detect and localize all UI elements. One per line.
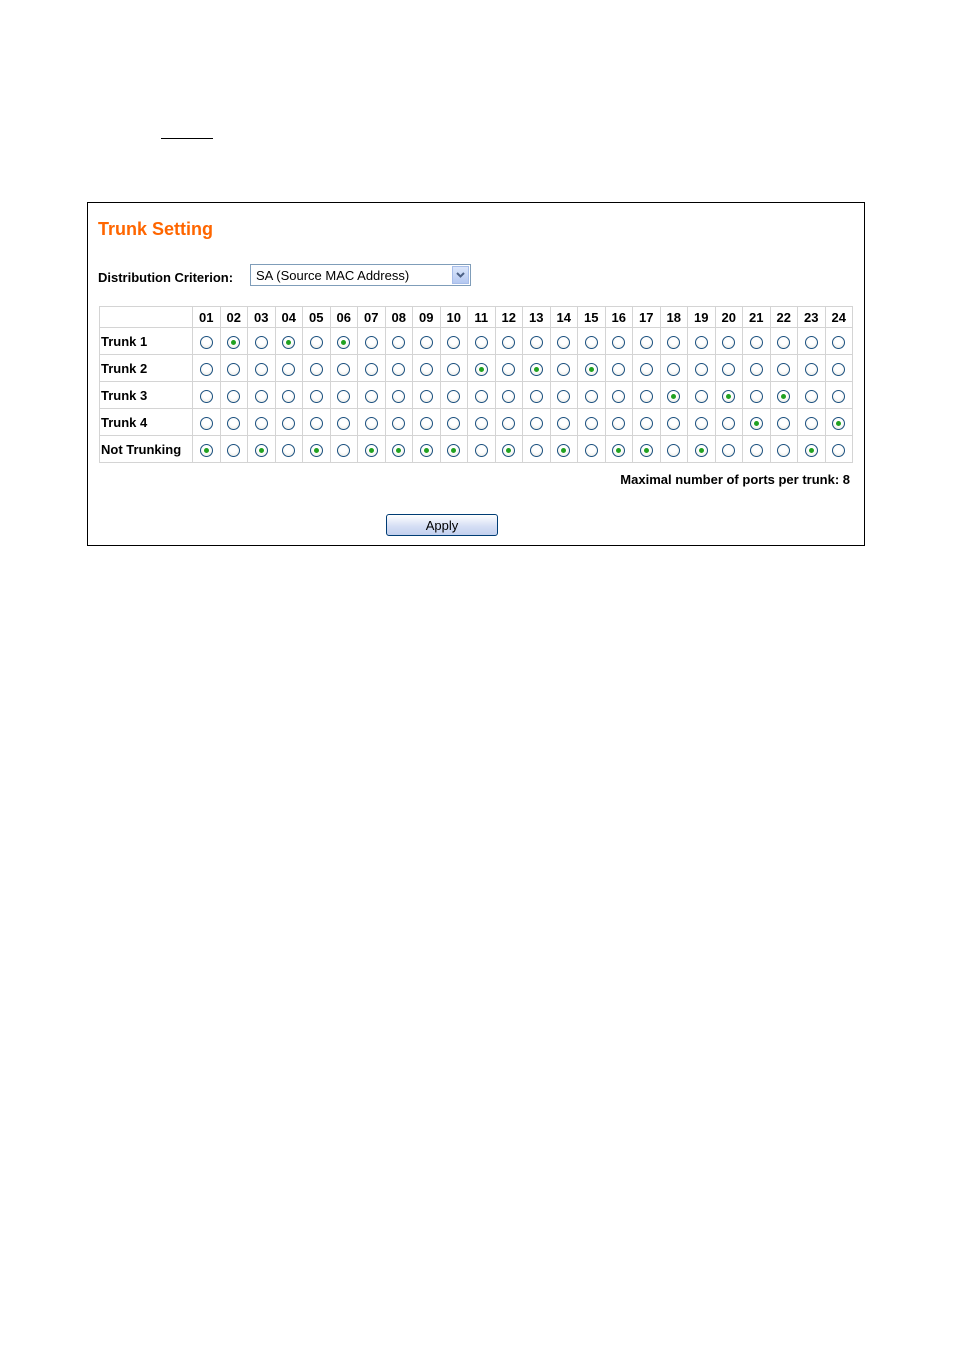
radio-cell [276, 409, 303, 435]
port-header-06: 06 [331, 307, 358, 327]
table-row [100, 328, 852, 354]
radio-cell [661, 409, 688, 435]
row-label: Trunk 4 [100, 409, 192, 435]
port-radio-19[interactable] [695, 363, 708, 376]
radio-cell [771, 328, 798, 354]
port-radio-06[interactable] [337, 336, 350, 349]
port-radio-04[interactable] [282, 336, 295, 349]
port-header-24: 24 [826, 307, 853, 327]
port-header-14: 14 [551, 307, 578, 327]
radio-cell [496, 355, 523, 381]
radio-cell [551, 328, 578, 354]
distribution-criterion-label: Distribution Criterion: [98, 270, 234, 285]
port-radio-23[interactable] [805, 417, 818, 430]
radio-cell [441, 409, 468, 435]
port-radio-21[interactable] [750, 390, 763, 403]
port-radio-04[interactable] [282, 363, 295, 376]
radio-cell [496, 409, 523, 435]
port-header-02: 02 [221, 307, 248, 327]
port-radio-18[interactable] [667, 444, 680, 457]
radio-cell [688, 328, 715, 354]
radio-cell [221, 355, 248, 381]
port-radio-19[interactable] [695, 444, 708, 457]
radio-cell [578, 355, 605, 381]
radio-cell [716, 436, 743, 462]
port-radio-07[interactable] [365, 444, 378, 457]
radio-cell [826, 355, 853, 381]
port-radio-14[interactable] [557, 363, 570, 376]
port-radio-02[interactable] [227, 336, 240, 349]
port-header-04: 04 [276, 307, 303, 327]
port-radio-04[interactable] [282, 390, 295, 403]
port-radio-09[interactable] [420, 336, 433, 349]
port-header-03: 03 [248, 307, 275, 327]
trunk-port-table [99, 306, 853, 463]
radio-cell [276, 436, 303, 462]
radio-cell [468, 409, 495, 435]
port-radio-12[interactable] [502, 417, 515, 430]
port-radio-01[interactable] [200, 336, 213, 349]
port-radio-11[interactable] [475, 390, 488, 403]
port-radio-16[interactable] [612, 336, 625, 349]
radio-cell [276, 328, 303, 354]
radio-cell [633, 328, 660, 354]
table-row [100, 436, 852, 462]
port-radio-24[interactable] [832, 336, 845, 349]
port-radio-13[interactable] [530, 336, 543, 349]
radio-cell [523, 382, 550, 408]
radio-cell [358, 409, 385, 435]
radio-cell [826, 436, 853, 462]
port-radio-01[interactable] [200, 444, 213, 457]
radio-cell [468, 355, 495, 381]
radio-cell [221, 409, 248, 435]
radio-cell [331, 409, 358, 435]
port-header-23: 23 [798, 307, 825, 327]
port-header-21: 21 [743, 307, 770, 327]
port-header-22: 22 [771, 307, 798, 327]
port-header-20: 20 [716, 307, 743, 327]
port-radio-10[interactable] [447, 336, 460, 349]
port-radio-23[interactable] [805, 363, 818, 376]
radio-cell [523, 409, 550, 435]
port-header-10: 10 [441, 307, 468, 327]
radio-cell [386, 382, 413, 408]
radio-cell [413, 409, 440, 435]
radio-cell [661, 436, 688, 462]
port-header-11: 11 [468, 307, 495, 327]
radio-cell [413, 328, 440, 354]
table-row [100, 409, 852, 435]
radio-cell [798, 409, 825, 435]
radio-cell [743, 355, 770, 381]
row-label: Trunk 3 [100, 382, 192, 408]
apply-button[interactable]: Apply [386, 514, 498, 536]
radio-cell [578, 409, 605, 435]
radio-cell [248, 409, 275, 435]
port-radio-02[interactable] [227, 363, 240, 376]
radio-cell [303, 328, 330, 354]
port-header-row [100, 307, 852, 327]
radio-cell [578, 382, 605, 408]
distribution-criterion-value: SA (Source MAC Address) [256, 268, 410, 283]
port-radio-22[interactable] [777, 390, 790, 403]
port-header-17: 17 [633, 307, 660, 327]
port-radio-02[interactable] [227, 390, 240, 403]
radio-cell [193, 436, 220, 462]
port-radio-18[interactable] [667, 363, 680, 376]
radio-cell [468, 382, 495, 408]
corner-cell [100, 307, 192, 327]
radio-cell [303, 436, 330, 462]
radio-cell [743, 409, 770, 435]
port-header-05: 05 [303, 307, 330, 327]
radio-cell [386, 436, 413, 462]
radio-cell [633, 382, 660, 408]
radio-cell [496, 328, 523, 354]
port-radio-07[interactable] [365, 363, 378, 376]
port-radio-23[interactable] [805, 390, 818, 403]
port-radio-03[interactable] [255, 363, 268, 376]
port-header-18: 18 [661, 307, 688, 327]
port-radio-08[interactable] [392, 444, 405, 457]
table-row [100, 382, 852, 408]
radio-cell [193, 328, 220, 354]
port-radio-22[interactable] [777, 444, 790, 457]
page-title: Trunk Setting [98, 219, 214, 239]
port-radio-05[interactable] [310, 417, 323, 430]
port-radio-15[interactable] [585, 336, 598, 349]
port-radio-06[interactable] [337, 417, 350, 430]
port-radio-23[interactable] [805, 336, 818, 349]
port-radio-05[interactable] [310, 444, 323, 457]
radio-cell [771, 382, 798, 408]
radio-cell [826, 409, 853, 435]
port-radio-02[interactable] [227, 417, 240, 430]
port-radio-08[interactable] [392, 363, 405, 376]
radio-cell [523, 436, 550, 462]
radio-cell [578, 328, 605, 354]
radio-cell [331, 328, 358, 354]
radio-cell [413, 355, 440, 381]
radio-cell [303, 409, 330, 435]
trunk-rows [100, 328, 852, 462]
port-radio-05[interactable] [310, 336, 323, 349]
max-ports-note: Maximal number of ports per trunk: 8 [620, 472, 850, 487]
port-radio-15[interactable] [585, 417, 598, 430]
radio-cell [441, 382, 468, 408]
trunk-setting-panel [87, 202, 865, 546]
port-radio-17[interactable] [640, 336, 653, 349]
port-radio-14[interactable] [557, 336, 570, 349]
radio-cell [248, 382, 275, 408]
port-radio-21[interactable] [750, 363, 763, 376]
radio-cell [826, 382, 853, 408]
port-radio-16[interactable] [612, 417, 625, 430]
port-radio-21[interactable] [750, 444, 763, 457]
radio-cell [551, 409, 578, 435]
port-radio-14[interactable] [557, 390, 570, 403]
port-radio-16[interactable] [612, 390, 625, 403]
radio-cell [743, 382, 770, 408]
radio-cell [716, 355, 743, 381]
port-radio-15[interactable] [585, 363, 598, 376]
radio-cell [276, 382, 303, 408]
port-radio-13[interactable] [530, 417, 543, 430]
port-radio-12[interactable] [502, 363, 515, 376]
port-radio-03[interactable] [255, 336, 268, 349]
radio-cell [386, 328, 413, 354]
port-radio-17[interactable] [640, 363, 653, 376]
port-radio-19[interactable] [695, 417, 708, 430]
port-radio-19[interactable] [695, 336, 708, 349]
port-radio-07[interactable] [365, 390, 378, 403]
port-radio-24[interactable] [832, 363, 845, 376]
port-radio-09[interactable] [420, 417, 433, 430]
chevron-down-icon[interactable] [452, 266, 469, 284]
port-radio-07[interactable] [365, 336, 378, 349]
row-label: Trunk 1 [100, 328, 192, 354]
port-radio-22[interactable] [777, 336, 790, 349]
port-radio-18[interactable] [667, 336, 680, 349]
port-radio-08[interactable] [392, 336, 405, 349]
port-radio-03[interactable] [255, 390, 268, 403]
port-radio-01[interactable] [200, 390, 213, 403]
port-radio-06[interactable] [337, 390, 350, 403]
radio-cell [441, 328, 468, 354]
radio-cell [716, 409, 743, 435]
port-radio-19[interactable] [695, 390, 708, 403]
radio-cell [523, 328, 550, 354]
radio-cell [661, 355, 688, 381]
radio-cell [331, 355, 358, 381]
radio-cell [606, 355, 633, 381]
port-radio-24[interactable] [832, 417, 845, 430]
port-radio-16[interactable] [612, 363, 625, 376]
port-radio-05[interactable] [310, 390, 323, 403]
radio-cell [193, 355, 220, 381]
radio-cell [441, 436, 468, 462]
radio-cell [826, 328, 853, 354]
port-radio-23[interactable] [805, 444, 818, 457]
radio-cell [248, 355, 275, 381]
port-radio-22[interactable] [777, 363, 790, 376]
row-label: Not Trunking [100, 436, 192, 462]
port-radio-10[interactable] [447, 417, 460, 430]
radio-cell [551, 355, 578, 381]
port-radio-20[interactable] [722, 444, 735, 457]
radio-cell [606, 382, 633, 408]
port-radio-12[interactable] [502, 336, 515, 349]
port-radio-10[interactable] [447, 363, 460, 376]
radio-cell [496, 382, 523, 408]
top-rule [161, 138, 213, 139]
port-radio-05[interactable] [310, 363, 323, 376]
radio-cell [771, 355, 798, 381]
radio-cell [551, 382, 578, 408]
port-header-09: 09 [413, 307, 440, 327]
radio-cell [716, 328, 743, 354]
port-radio-09[interactable] [420, 444, 433, 457]
radio-cell [661, 328, 688, 354]
radio-cell [496, 436, 523, 462]
radio-cell [606, 328, 633, 354]
port-radio-16[interactable] [612, 444, 625, 457]
radio-cell [358, 328, 385, 354]
port-radio-04[interactable] [282, 417, 295, 430]
port-radio-17[interactable] [640, 390, 653, 403]
port-radio-04[interactable] [282, 444, 295, 457]
radio-cell [606, 436, 633, 462]
radio-cell [441, 355, 468, 381]
port-radio-13[interactable] [530, 444, 543, 457]
port-header-12: 12 [496, 307, 523, 327]
radio-cell [798, 436, 825, 462]
radio-cell [551, 436, 578, 462]
radio-cell [633, 355, 660, 381]
port-radio-01[interactable] [200, 363, 213, 376]
radio-cell [358, 355, 385, 381]
port-header-16: 16 [606, 307, 633, 327]
radio-cell [771, 436, 798, 462]
port-radio-10[interactable] [447, 390, 460, 403]
port-header-08: 08 [386, 307, 413, 327]
radio-cell [193, 409, 220, 435]
radio-cell [798, 328, 825, 354]
port-radio-14[interactable] [557, 417, 570, 430]
port-radio-11[interactable] [475, 444, 488, 457]
radio-cell [578, 436, 605, 462]
port-header-19: 19 [688, 307, 715, 327]
radio-cell [221, 328, 248, 354]
port-header-07: 07 [358, 307, 385, 327]
radio-cell [688, 355, 715, 381]
port-radio-22[interactable] [777, 417, 790, 430]
port-header-01: 01 [193, 307, 220, 327]
port-radio-17[interactable] [640, 417, 653, 430]
radio-cell [606, 409, 633, 435]
radio-cell [688, 382, 715, 408]
radio-cell [276, 355, 303, 381]
port-radio-06[interactable] [337, 444, 350, 457]
port-radio-18[interactable] [667, 417, 680, 430]
radio-cell [221, 436, 248, 462]
radio-cell [193, 382, 220, 408]
port-radio-20[interactable] [722, 363, 735, 376]
port-radio-08[interactable] [392, 417, 405, 430]
radio-cell [688, 436, 715, 462]
radio-cell [798, 382, 825, 408]
port-radio-20[interactable] [722, 336, 735, 349]
row-label: Trunk 2 [100, 355, 192, 381]
port-radio-15[interactable] [585, 390, 598, 403]
radio-cell [358, 382, 385, 408]
port-radio-01[interactable] [200, 417, 213, 430]
radio-cell [386, 355, 413, 381]
radio-cell [743, 328, 770, 354]
radio-cell [248, 328, 275, 354]
port-radio-11[interactable] [475, 336, 488, 349]
radio-cell [358, 436, 385, 462]
port-header-13: 13 [523, 307, 550, 327]
port-radio-12[interactable] [502, 444, 515, 457]
port-radio-24[interactable] [832, 444, 845, 457]
radio-cell [248, 436, 275, 462]
radio-cell [771, 409, 798, 435]
port-radio-14[interactable] [557, 444, 570, 457]
port-radio-11[interactable] [475, 417, 488, 430]
radio-cell [743, 436, 770, 462]
port-radio-11[interactable] [475, 363, 488, 376]
port-radio-18[interactable] [667, 390, 680, 403]
table-row [100, 355, 852, 381]
radio-cell [468, 436, 495, 462]
radio-cell [413, 382, 440, 408]
port-radio-09[interactable] [420, 363, 433, 376]
radio-cell [303, 355, 330, 381]
port-radio-21[interactable] [750, 336, 763, 349]
distribution-criterion-select[interactable] [250, 264, 471, 286]
port-radio-13[interactable] [530, 363, 543, 376]
radio-cell [716, 382, 743, 408]
port-radio-15[interactable] [585, 444, 598, 457]
radio-cell [221, 382, 248, 408]
port-radio-08[interactable] [392, 390, 405, 403]
port-radio-06[interactable] [337, 363, 350, 376]
radio-cell [661, 382, 688, 408]
port-radio-09[interactable] [420, 390, 433, 403]
radio-cell [633, 409, 660, 435]
port-radio-12[interactable] [502, 390, 515, 403]
port-radio-10[interactable] [447, 444, 460, 457]
port-radio-07[interactable] [365, 417, 378, 430]
port-radio-17[interactable] [640, 444, 653, 457]
port-radio-21[interactable] [750, 417, 763, 430]
radio-cell [633, 436, 660, 462]
port-radio-24[interactable] [832, 390, 845, 403]
radio-cell [688, 409, 715, 435]
port-header-15: 15 [578, 307, 605, 327]
port-radio-02[interactable] [227, 444, 240, 457]
radio-cell [798, 355, 825, 381]
port-radio-03[interactable] [255, 444, 268, 457]
radio-cell [331, 382, 358, 408]
port-radio-20[interactable] [722, 390, 735, 403]
radio-cell [303, 382, 330, 408]
port-radio-03[interactable] [255, 417, 268, 430]
radio-cell [386, 409, 413, 435]
radio-cell [468, 328, 495, 354]
port-radio-20[interactable] [722, 417, 735, 430]
radio-cell [523, 355, 550, 381]
radio-cell [331, 436, 358, 462]
radio-cell [413, 436, 440, 462]
port-radio-13[interactable] [530, 390, 543, 403]
